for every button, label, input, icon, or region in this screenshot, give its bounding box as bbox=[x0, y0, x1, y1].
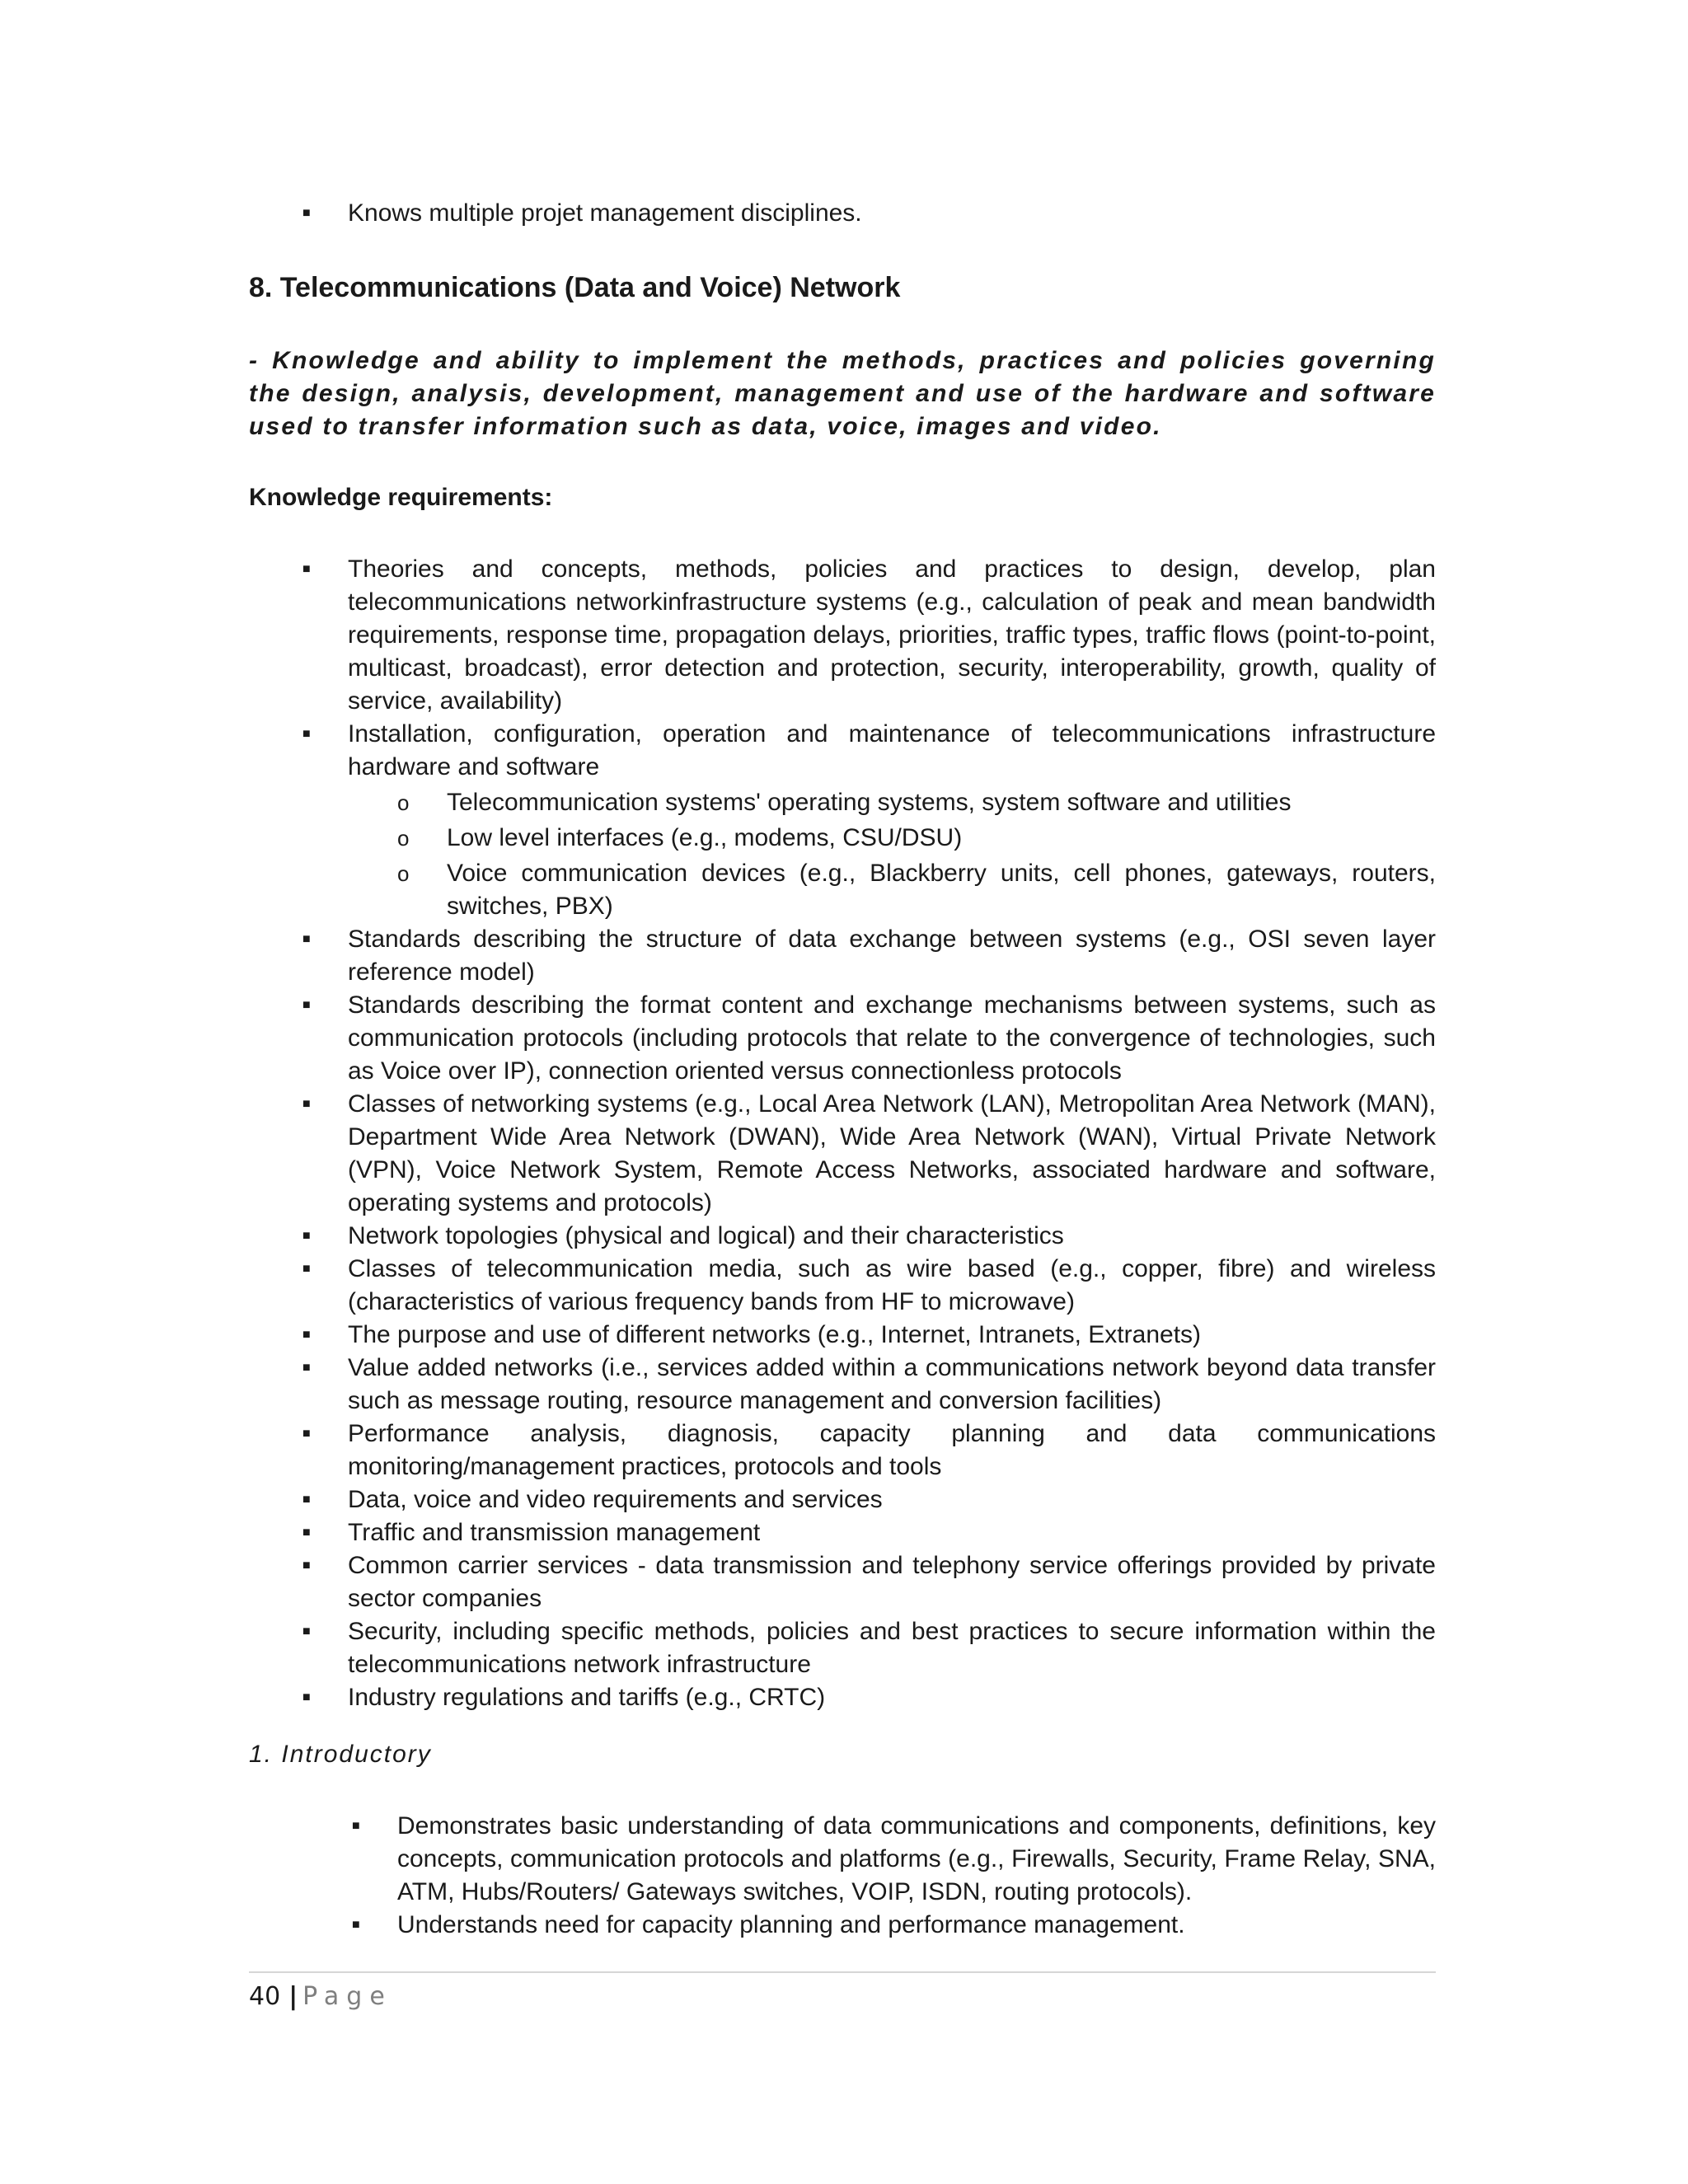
list-item-text: Industry regulations and tariffs (e.g., CRTC) bbox=[348, 1684, 826, 1711]
square-bullet-icon: ■ bbox=[302, 1690, 311, 1704]
list-item-text: Common carrier services - data transmission and telephony service offerings provided by private sector companies bbox=[348, 1552, 1436, 1612]
list-item-text: Data, voice and video requirements and services bbox=[348, 1486, 883, 1513]
list-item-text: Understands need for capacity planning and performance management. bbox=[397, 1911, 1185, 1938]
list-item bbox=[302, 197, 1436, 230]
list-item bbox=[302, 923, 1436, 989]
sub-list-item bbox=[397, 857, 1436, 923]
list-item bbox=[302, 718, 1436, 923]
square-bullet-icon: ■ bbox=[302, 1097, 311, 1111]
square-bullet-icon: ■ bbox=[302, 1262, 311, 1276]
introductory-list bbox=[352, 1810, 1436, 1942]
square-bullet-icon: ■ bbox=[352, 1819, 360, 1833]
knowledge-requirements-list bbox=[302, 553, 1436, 1714]
list-item bbox=[302, 1220, 1436, 1253]
list-item-text: Classes of telecommunication media, such as wire based (e.g., copper, fibre) and wireless (characteristics of various frequency bands from HF to microwave) bbox=[348, 1255, 1436, 1315]
list-item-text: Standards describing the format content and exchange mechanisms between systems, such as communication protocols (including protocols that relate to the convergence of technologies, such as Voice over IP), connection oriented versus connectionless protocols bbox=[348, 991, 1436, 1085]
section-description: - Knowledge and ability to implement the methods, practices and policies governing the design, analysis, development, management and use of the hardware and software used to transfer information such as data, voice, images and video. bbox=[249, 347, 1436, 440]
list-item bbox=[302, 1319, 1436, 1352]
list-item bbox=[302, 1088, 1436, 1220]
introductory-heading: 1. Introductory bbox=[249, 1741, 432, 1768]
list-item bbox=[302, 1418, 1436, 1483]
sub-list-item bbox=[397, 786, 1436, 819]
list-item-text: Knows multiple projet management disciplines. bbox=[348, 199, 862, 227]
footer-separator: | bbox=[288, 1982, 298, 2011]
square-bullet-icon: ■ bbox=[302, 727, 311, 741]
square-bullet-icon: ■ bbox=[302, 562, 311, 576]
sub-list-item bbox=[397, 822, 1436, 855]
list-item-text: Theories and concepts, methods, policies and practices to design, develop, plan telecommunications networkinfrastructure systems (e.g., calculation of peak and mean bandwidth requirements, response time, propagation delays, priorities, traffic types, traffic flows (point-to-point, multicast, broadcast), error detection and protection, security, interoperability, growth, quality of service, availability) bbox=[348, 555, 1436, 715]
list-item bbox=[302, 1352, 1436, 1418]
square-bullet-icon: ■ bbox=[302, 206, 311, 220]
page-number: 40 bbox=[249, 1982, 281, 2011]
list-item-text: Classes of networking systems (e.g., Local Area Network (LAN), Metropolitan Area Network (MAN), Department Wide Area Network (DWAN), Wide Area Network (WAN), Virtual Private Network (VPN), Voice Network System, Remote Access Networks, associated hardware and software, operating systems and protocols) bbox=[348, 1090, 1436, 1216]
list-item-text: The purpose and use of different networks (e.g., Internet, Intranets, Extranets) bbox=[348, 1321, 1202, 1348]
square-bullet-icon: ■ bbox=[302, 1624, 311, 1638]
sub-list-item-text: Low level interfaces (e.g., modems, CSU/DSU) bbox=[447, 824, 963, 851]
sub-list-item-text: Voice communication devices (e.g., Blackberry units, cell phones, gateways, routers, switches, PBX) bbox=[447, 860, 1436, 920]
footer-divider bbox=[249, 1971, 1436, 1973]
square-bullet-icon: ■ bbox=[302, 1427, 311, 1441]
list-item bbox=[302, 1549, 1436, 1615]
list-item bbox=[352, 1810, 1436, 1909]
list-item-text: Network topologies (physical and logical) and their characteristics bbox=[348, 1222, 1064, 1249]
list-item-text: Value added networks (i.e., services added within a communications network beyond data transfer such as message routing, resource management and conversion facilities) bbox=[348, 1354, 1436, 1414]
square-bullet-icon: ■ bbox=[302, 1361, 311, 1375]
sub-list-item-text: Telecommunication systems' operating systems, system software and utilities bbox=[447, 789, 1292, 816]
page-footer bbox=[249, 1980, 392, 2013]
list-item-text: Traffic and transmission management bbox=[348, 1519, 761, 1546]
knowledge-requirements-heading: Knowledge requirements: bbox=[249, 484, 553, 511]
square-bullet-icon: ■ bbox=[302, 998, 311, 1012]
square-bullet-icon: ■ bbox=[302, 1526, 311, 1540]
circle-bullet-icon: o bbox=[397, 861, 410, 886]
section-title: 8. Telecommunications (Data and Voice) Network bbox=[249, 272, 901, 303]
circle-bullet-icon: o bbox=[397, 790, 410, 815]
square-bullet-icon: ■ bbox=[352, 1918, 360, 1932]
list-item bbox=[302, 1615, 1436, 1681]
list-item-text: Security, including specific methods, policies and best practices to secure information within the telecommunications network infrastructure bbox=[348, 1618, 1436, 1678]
page-label: Page bbox=[302, 1982, 392, 2011]
square-bullet-icon: ■ bbox=[302, 932, 311, 946]
list-item-text: Performance analysis, diagnosis, capacity planning and data communications monitoring/management practices, protocols and tools bbox=[348, 1420, 1436, 1480]
list-item bbox=[302, 1253, 1436, 1319]
list-item-text: Demonstrates basic understanding of data communications and components, definitions, key concepts, communication protocols and platforms (e.g., Firewalls, Security, Frame Relay, SNA, ATM, Hubs/Routers/ Gateways switches, VOIP, ISDN, routing protocols). bbox=[397, 1812, 1436, 1905]
circle-bullet-icon: o bbox=[397, 826, 410, 851]
square-bullet-icon: ■ bbox=[302, 1328, 311, 1342]
list-item bbox=[302, 989, 1436, 1088]
list-item-text: Standards describing the structure of data exchange between systems (e.g., OSI seven layer reference model) bbox=[348, 926, 1436, 986]
list-item-text: Installation, configuration, operation and maintenance of telecommunications infrastructure hardware and software bbox=[348, 720, 1436, 780]
list-item bbox=[302, 1681, 1436, 1714]
list-item bbox=[352, 1909, 1436, 1942]
square-bullet-icon: ■ bbox=[302, 1493, 311, 1507]
square-bullet-icon: ■ bbox=[302, 1229, 311, 1243]
list-item bbox=[302, 1516, 1436, 1549]
list-item bbox=[302, 1483, 1436, 1516]
list-item bbox=[302, 553, 1436, 718]
sub-list bbox=[397, 786, 1436, 923]
square-bullet-icon: ■ bbox=[302, 1558, 311, 1572]
